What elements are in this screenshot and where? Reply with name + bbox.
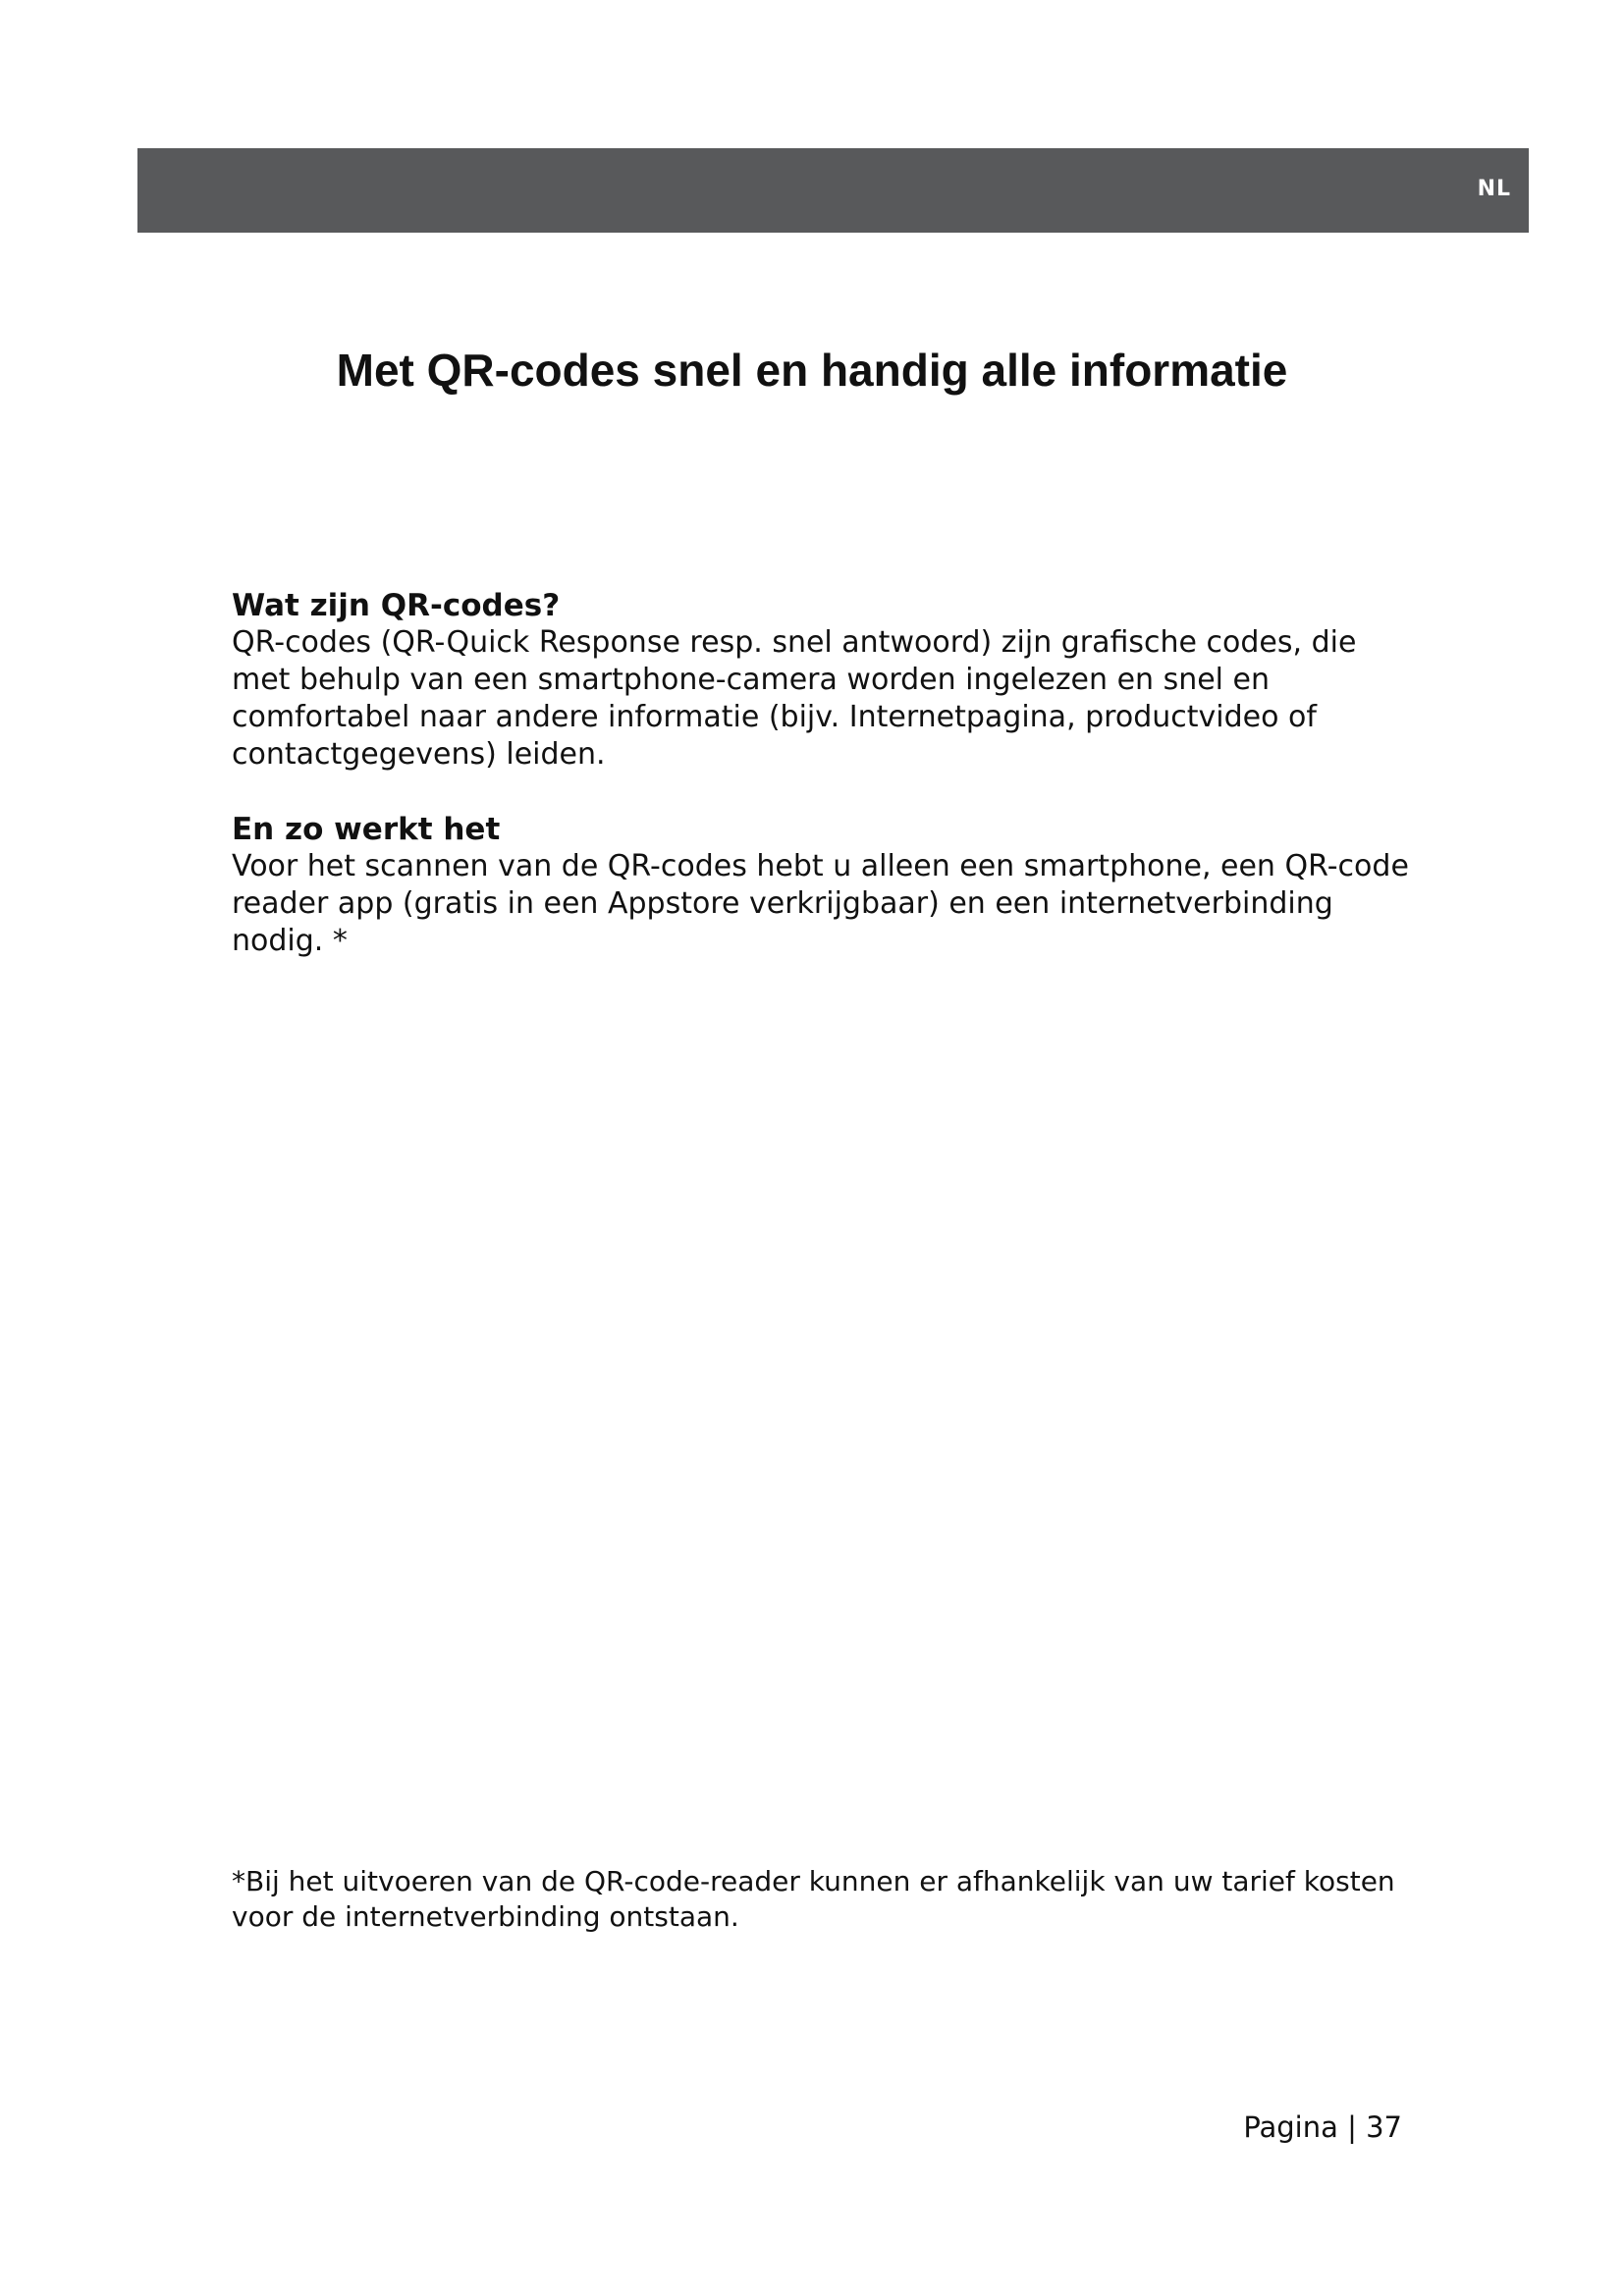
footnote: *Bij het uitvoeren van de QR-code-reader kunnen er afhankelijk van uw tarief kosten voor de internetverbinding ontstaan.	[232, 1865, 1395, 1933]
header-bar	[137, 148, 1529, 233]
section-what-are-qr-codes	[232, 587, 1410, 774]
page-title: Met QR-codes snel en handig alle informatie	[336, 345, 1288, 396]
language-code: NL	[1477, 177, 1511, 201]
section-body: Voor het scannen van de QR-codes hebt u alleen een smartphone, een QR-code reader app (gratis in een Appstore verkrijgbaar) en een internetverbinding nodig. *	[232, 849, 1409, 958]
section-body: QR-codes (QR-Quick Response resp. snel antwoord) zijn grafische codes, die met behulp van een smartphone-camera worden ingelezen en snel en comfortabel naar andere informatie (bijv. Internetpagina, productvideo of contactgegevens) leiden.	[232, 625, 1357, 772]
section-how-it-works	[232, 811, 1410, 960]
page-number: Pagina | 37	[1243, 2110, 1402, 2144]
section-heading: Wat zijn QR-codes?	[232, 588, 561, 623]
section-heading: En zo werkt het	[232, 812, 501, 847]
